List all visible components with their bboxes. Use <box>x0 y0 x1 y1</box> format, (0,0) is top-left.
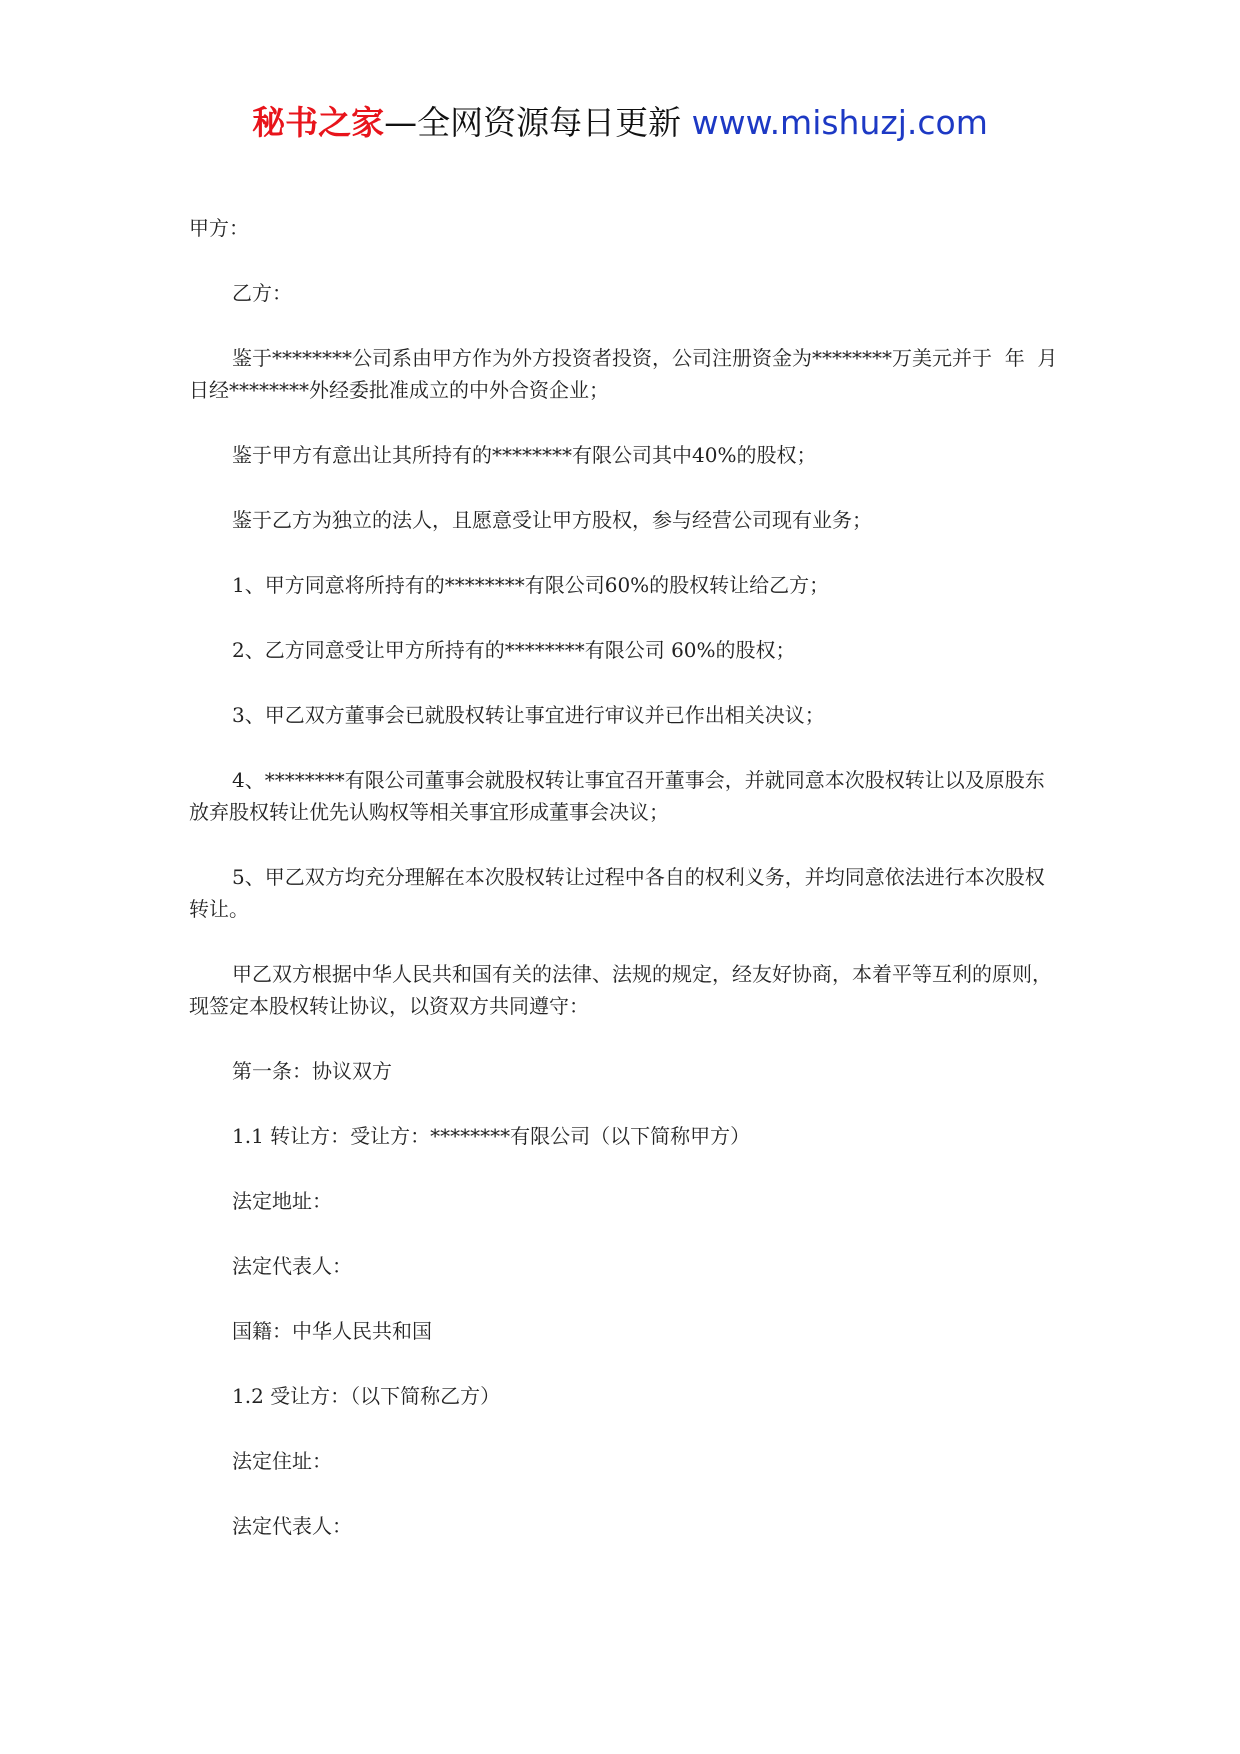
numbered-clause: 5、甲乙双方均充分理解在本次股权转让过程中各自的权利义务，并均同意依法进行本次股权转让。 <box>189 865 1045 921</box>
transferee-line: 1.2 受让方：（以下简称乙方） <box>232 1384 501 1408</box>
header-url-link[interactable]: www.mishuzj.com <box>691 103 988 142</box>
recital-paragraph: 鉴于甲方有意出让其所持有的********有限公司其中40%的股权； <box>232 443 817 467</box>
recital-paragraph: 鉴于********公司系由甲方作为外方投资者投资，公司注册资金为********万美元并于 年 月 日经********外经委批准成立的中外合资企业； <box>189 346 1071 402</box>
party-b-line: 乙方： <box>232 281 292 305</box>
field-line: 法定代表人： <box>232 1514 352 1538</box>
numbered-clause: 2、乙方同意受让甲方所持有的********有限公司 60%的股权； <box>232 638 796 662</box>
document-body <box>189 212 1071 1575</box>
field-line: 法定代表人： <box>232 1254 352 1278</box>
field-line: 国籍：中华人民共和国 <box>232 1319 432 1343</box>
page-header <box>0 98 1240 148</box>
numbered-clause: 4、********有限公司董事会就股权转让事宜召开董事会，并就同意本次股权转让以及原股东放弃股权转让优先认购权等相关事宜形成董事会决议； <box>189 768 1045 824</box>
party-a-line: 甲方： <box>189 216 249 240</box>
transferor-line: 1.1 转让方：受让方：********有限公司（以下简称甲方） <box>232 1124 751 1148</box>
recital-paragraph: 鉴于乙方为独立的法人，且愿意受让甲方股权，参与经营公司现有业务； <box>232 508 872 532</box>
numbered-clause: 3、甲乙双方董事会已就股权转让事宜进行审议并已作出相关决议； <box>232 703 825 727</box>
field-line: 法定住址： <box>232 1449 332 1473</box>
header-slogan: —全网资源每日更新 <box>384 103 692 142</box>
numbered-clause: 1、甲方同意将所持有的********有限公司60%的股权转让给乙方； <box>232 573 830 597</box>
field-line: 法定地址： <box>232 1189 332 1213</box>
agreement-intro-paragraph: 甲乙双方根据中华人民共和国有关的法律、法规的规定，经友好协商，本着平等互利的原则，现签定本股权转让协议，以资双方共同遵守： <box>189 962 1052 1018</box>
article-heading: 第一条：协议双方 <box>232 1059 392 1083</box>
header-brand: 秘书之家 <box>252 103 385 142</box>
